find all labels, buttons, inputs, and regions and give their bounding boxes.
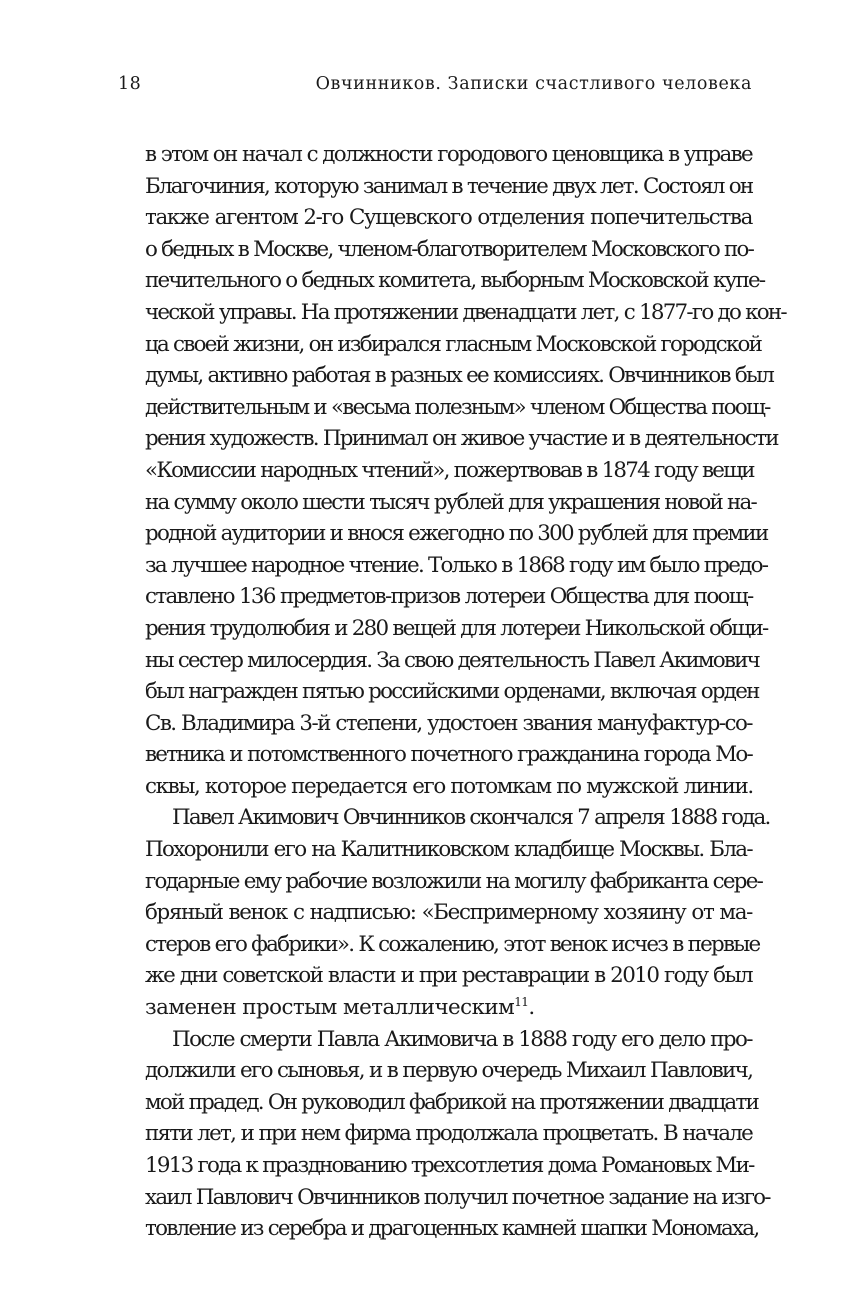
text-line: 1913 года к празднованию трехсотлетия дома Романовых Ми- [145,1153,754,1178]
text-line: «Комиссии народных чтений», пожертвовав в 1874 году вещи [145,457,754,483]
text-line: товление из серебра и драгоценных камней шапки Мономаха, [145,1216,759,1242]
text-line: рения трудолюбия и 280 вещей для лотереи Никольской общи- [145,615,768,641]
paragraph [145,1024,770,1245]
text-line-with-footnote [145,992,752,1024]
text-line: в этом он начал с должности городового ценовщика в управе [145,142,752,167]
text-line: же дни советской власти и при реставрации в 2010 году был [145,963,752,989]
text-line: должили его сыновья, и в первую очередь Михаил Павлович, [145,1058,753,1084]
text-line: печительного о бедных комитета, выборным Московской купе- [145,268,765,294]
text-line: стеров его фабрики». К сожалению, этот венок исчез в первые [145,931,760,957]
paragraph [145,139,786,802]
text-line: мой прадед. Он руководил фабрикой на протяжении двадцати [145,1089,758,1115]
text-line: о бедных в Москве, членом-благотворителем Московского по- [145,236,754,262]
text-line: ветника и потомственного почетного гражданина города Мо- [145,742,752,768]
text-line: хаил Павлович Овчинников получил почетное задание на изго- [145,1184,770,1210]
text-line: Благочиния, которую занимал в течение двух лет. Состоял он [145,173,753,199]
text-line: пяти лет, и при нем фирма продолжала процветать. В начале [145,1121,752,1147]
text-line: После смерти Павла Акимовича в 1888 году его дело про- [172,1026,752,1052]
running-header [118,74,752,100]
text-line: рения художеств. Принимал он живое участие и в деятельности [145,426,778,452]
text-line: ны сестер милосердия. За свою деятельность Павел Акимович [145,647,760,673]
text-line: бряный венок с надписью: «Беспримерному хозяину от ма- [145,900,752,926]
line-end-punctuation: . [528,995,535,1021]
paragraph [145,802,770,1023]
text-line: годарные ему рабочие возложили на могилу фабриканта сере- [145,868,763,894]
body-text [145,139,786,1245]
text-line: был награжден пятью российскими орденами, включая орден [145,679,759,705]
text-line: на сумму около шести тысяч рублей для украшения новой на- [145,489,756,515]
text-line: сквы, которое передается его потомкам по мужской линии. [145,773,753,799]
text-line: ставлено 136 предметов-призов лотереи Общества для поощ- [145,584,753,610]
footnote-reference[interactable]: 11 [514,994,529,1009]
text-line: ческой управы. На протяжении двенадцати лет, с 1877-го до кон- [145,299,786,325]
text-line: также агентом 2-го Сущевского отделения попечительства [145,205,752,231]
text-line: Св. Владимира 3-й степени, удостоен звания мануфактур-со- [145,710,752,736]
text-line: родной аудитории и внося ежегодно по 300 рублей для премии [145,521,768,547]
text-line: Павел Акимович Овчинников скончался 7 апреля 1888 года. [172,805,770,831]
text-line: заменен простым металлическим [145,995,515,1021]
text-line: за лучшее народное чтение. Только в 1868 году им было предо- [145,552,768,578]
running-title: Овчинников. Записки счастливого человека [315,74,752,94]
text-line: ца своей жизни, он избирался гласным Московской городской [145,331,762,357]
page-number: 18 [118,74,142,94]
text-line: Похоронили его на Калитниковском кладбище Москвы. Бла- [145,837,752,863]
text-line: действительным и «весьма полезным» членом Общества поощ- [145,394,770,420]
text-line: думы, активно работая в разных ее комиссиях. Овчинников был [145,363,774,389]
